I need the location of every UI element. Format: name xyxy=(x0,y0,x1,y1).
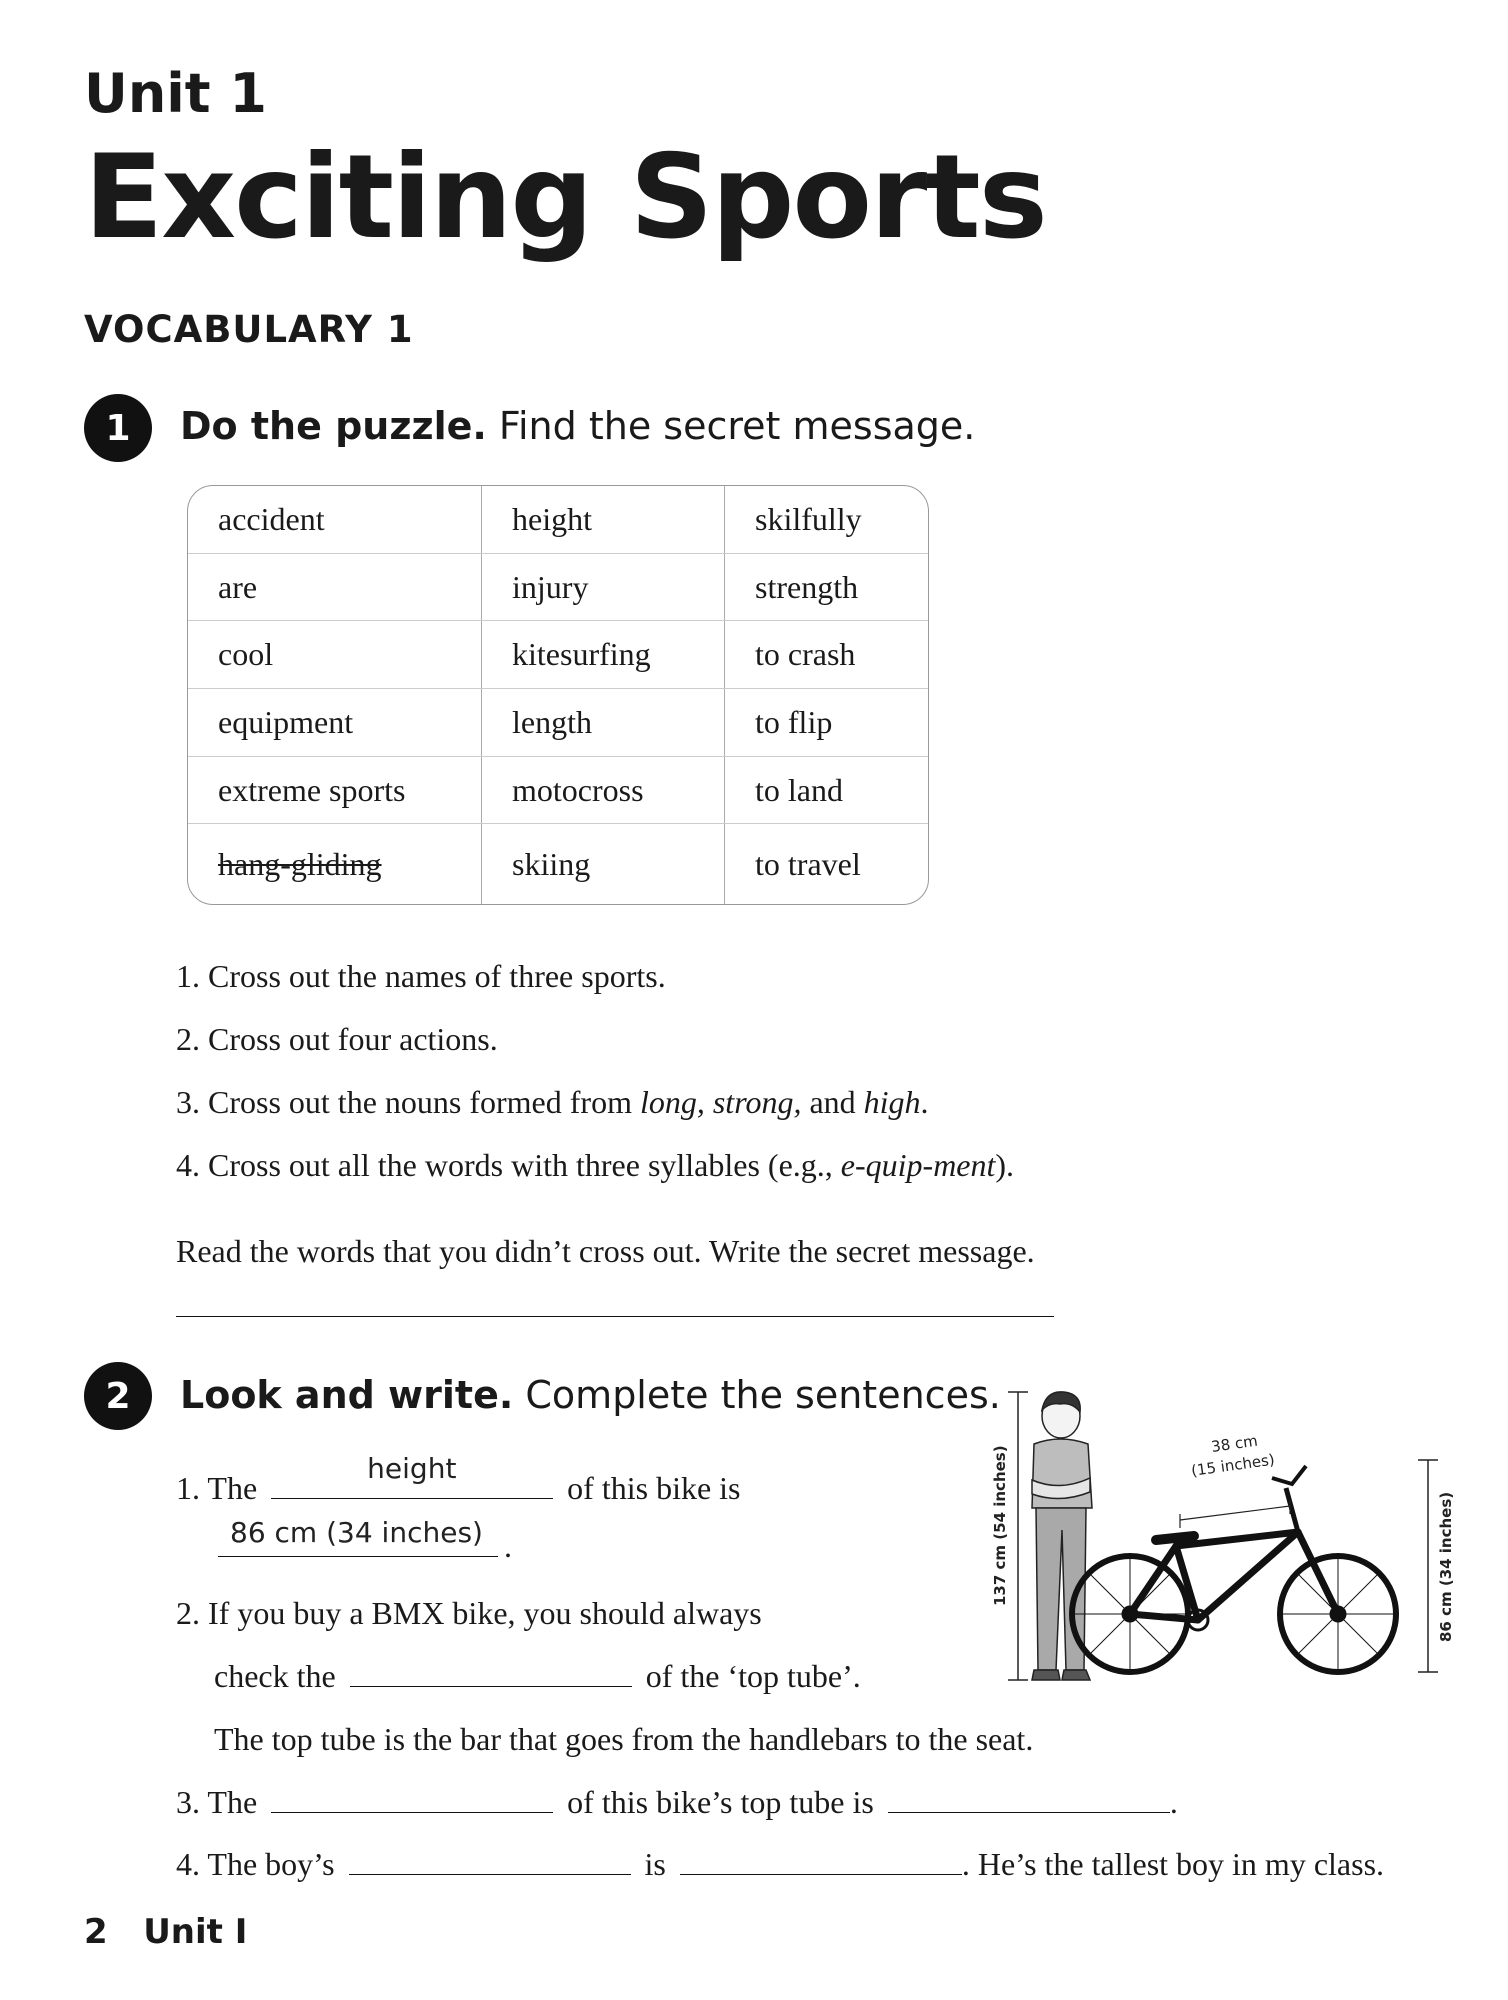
sentence-3-blank-2[interactable] xyxy=(888,1786,1170,1813)
handwritten-answer-2: 86 cm (34 inches) xyxy=(230,1516,483,1549)
sentence-1-end: . xyxy=(504,1528,512,1564)
boy-and-bike-illustration xyxy=(980,1380,1460,1690)
sentence-2-blank[interactable] xyxy=(350,1660,632,1687)
exercise-2-instruction-rest: Complete the sentences. xyxy=(513,1373,1001,1417)
bike-height-label: 86 cm (34 inches) xyxy=(1437,1491,1455,1642)
sentence-2-note: The top tube is the bar that goes from the handlebars to the seat. xyxy=(214,1721,1034,1757)
instruction-item-3 xyxy=(176,1084,929,1121)
sentence-2-line-1: 2. If you buy a BMX bike, you should always xyxy=(176,1595,762,1631)
word-cell: skilfully xyxy=(725,486,929,553)
page-title: Exciting Sports xyxy=(84,130,1046,265)
item-3-end: . xyxy=(920,1084,929,1120)
word-cell: equipment xyxy=(188,689,482,757)
instruction-item-4 xyxy=(176,1147,1014,1184)
word-cell: to travel xyxy=(755,845,861,882)
sentence-1-middle: of this bike is xyxy=(567,1470,741,1506)
boy-figure xyxy=(1032,1392,1092,1680)
item-3-and: and xyxy=(801,1084,864,1120)
footer-unit: Unit I xyxy=(143,1912,248,1952)
sentence-3-start: 3. The xyxy=(176,1784,258,1820)
word-cell: length xyxy=(482,689,725,757)
sentence-4-start: 4. The boy’s xyxy=(176,1846,335,1882)
word-cell: skiing xyxy=(482,824,725,904)
word-cell-struck: hang-gliding xyxy=(188,824,482,904)
top-tube-label-cm: 38 cm xyxy=(1210,1431,1259,1456)
page-number: 2 xyxy=(84,1912,108,1952)
item-3-text: 3. Cross out the nouns formed from xyxy=(176,1084,640,1120)
word-cell: strength xyxy=(725,553,929,621)
section-heading: VOCABULARY 1 xyxy=(84,308,414,351)
instruction-item-2: 2. Cross out four actions. xyxy=(176,1021,498,1057)
word-cell: to land xyxy=(725,756,929,824)
sentence-1-line-1 xyxy=(176,1452,741,1507)
sentence-3-end: . xyxy=(1169,1784,1178,1820)
handwritten-answer-1: height xyxy=(367,1452,457,1485)
word-cell: height xyxy=(482,486,725,553)
top-tube-label-in: (15 inches) xyxy=(1190,1450,1276,1480)
bike-height-dimension xyxy=(1418,1460,1438,1672)
secret-message-answer-line[interactable] xyxy=(176,1316,1054,1317)
exercise-2-number: 2 xyxy=(84,1362,152,1430)
item-4-text: 4. Cross out all the words with three syllables (e.g., xyxy=(176,1147,841,1183)
word-cell: to crash xyxy=(725,621,929,689)
item-3-high: high xyxy=(863,1084,921,1120)
sentence-3-blank-1[interactable] xyxy=(271,1786,553,1813)
exercise-1-instruction xyxy=(180,404,975,448)
exercise-2-instruction-bold: Look and write. xyxy=(180,1373,514,1417)
word-cell: are xyxy=(188,553,482,621)
word-cell: kitesurfing xyxy=(482,621,725,689)
sentence-4-blank-1[interactable] xyxy=(349,1848,631,1875)
item-4-example: e-quip-ment xyxy=(840,1147,996,1183)
exercise-1-instruction-bold: Do the puzzle. xyxy=(180,404,487,448)
unit-label: Unit 1 xyxy=(84,62,267,125)
top-tube-dimension xyxy=(1180,1500,1290,1528)
sentence-3 xyxy=(176,1784,1178,1821)
item-3-long: long, xyxy=(639,1084,705,1120)
instruction-item-1: 1. Cross out the names of three sports. xyxy=(176,958,666,994)
sentence-2-start: check the xyxy=(214,1658,336,1694)
word-cell: extreme sports xyxy=(188,756,482,824)
sentence-3-middle: of this bike’s top tube is xyxy=(567,1784,874,1820)
sentence-4 xyxy=(176,1846,1384,1883)
sentence-1-line-2 xyxy=(214,1516,512,1565)
boy-height-label: 137 cm (54 inches) xyxy=(991,1445,1009,1606)
word-cell: accident xyxy=(188,486,482,553)
sentence-1-blank-1[interactable] xyxy=(271,1452,553,1499)
word-cell: to flip xyxy=(725,689,929,757)
exercise-1-number: 1 xyxy=(84,394,152,462)
sentence-4-middle: is xyxy=(644,1846,666,1882)
bmx-bike xyxy=(1072,1466,1396,1672)
sentence-4-end: . He’s the tallest boy in my class. xyxy=(961,1846,1385,1882)
page-footer xyxy=(84,1912,247,1952)
item-3-strong: strong, xyxy=(712,1084,802,1120)
boy-height-dimension xyxy=(1008,1392,1028,1680)
word-cell: injury xyxy=(482,553,725,621)
sentence-2-end: of the ‘top tube’. xyxy=(645,1658,861,1694)
exercise-2-instruction xyxy=(180,1373,1001,1417)
exercise-1-instruction-rest: Find the secret message. xyxy=(486,404,976,448)
final-instruction: Read the words that you didn’t cross out. Write the secret message. xyxy=(176,1233,1035,1269)
sentence-1-blank-2[interactable] xyxy=(218,1516,498,1557)
item-4-end: ). xyxy=(995,1147,1015,1183)
word-table xyxy=(187,485,929,905)
sentence-4-blank-2[interactable] xyxy=(680,1848,962,1875)
sentence-1-start: 1. The xyxy=(176,1470,258,1506)
word-cell: cool xyxy=(188,621,482,689)
sentence-2-line-2 xyxy=(214,1658,861,1695)
word-cell: motocross xyxy=(482,756,725,824)
